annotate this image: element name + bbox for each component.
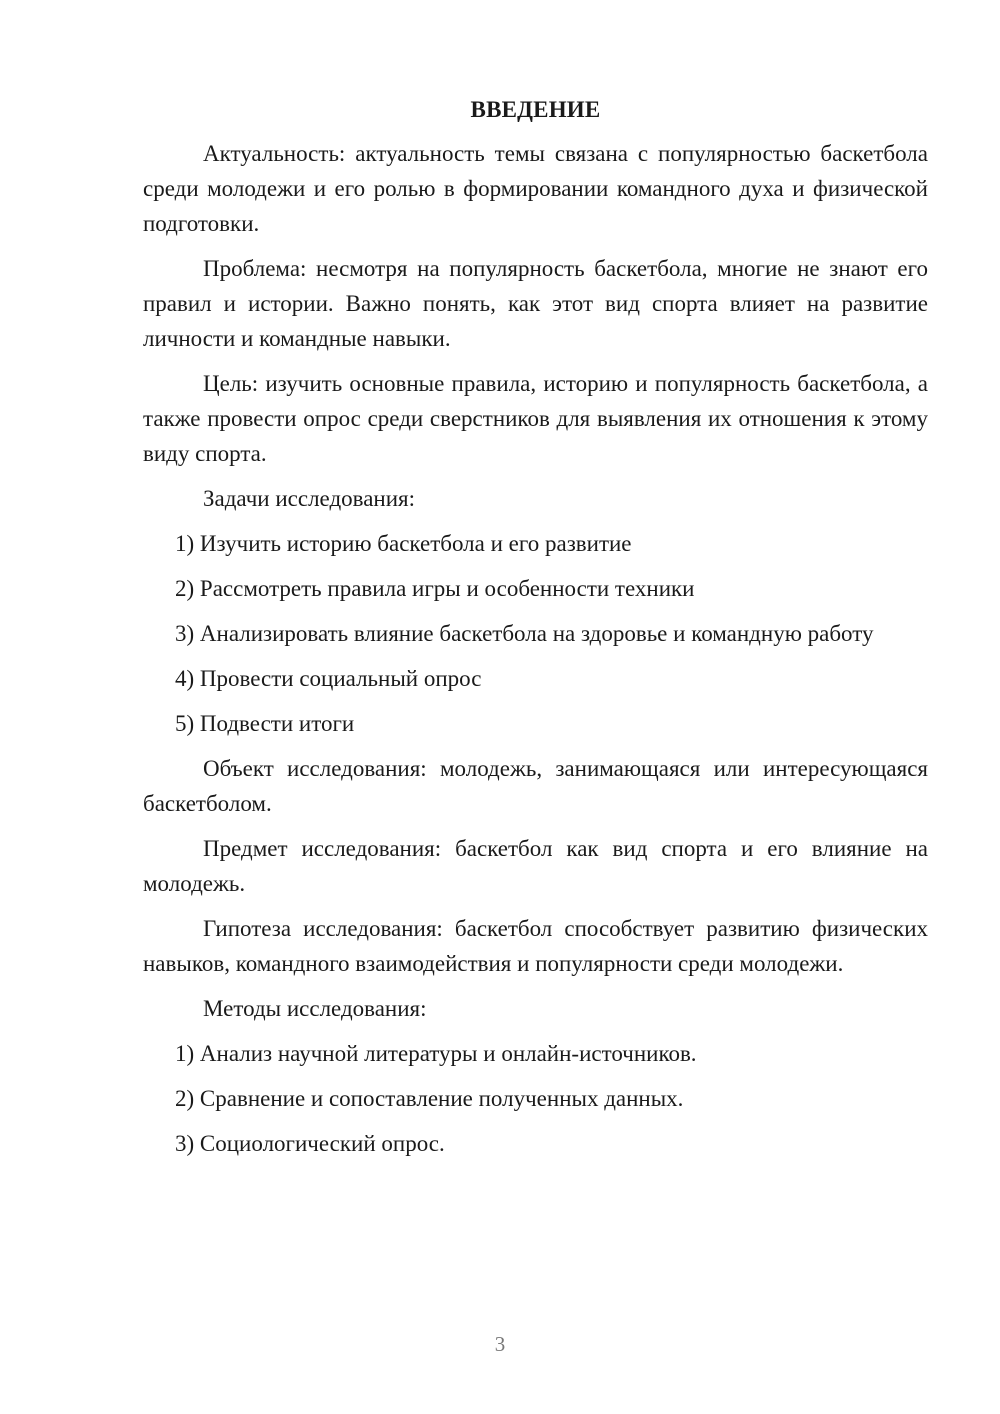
task-item-4: 4) Провести социальный опрос [175,666,482,691]
task-item-5: 5) Подвести итоги [175,711,355,736]
method-item-2: 2) Сравнение и сопоставление полученных данных. [175,1086,684,1111]
relevance-paragraph: Актуальность: актуальность темы связана с популярностью баскетбола среди молодежи и его ролью в формировании командного духа и физической подготовки. [143,141,928,236]
method-item-3: 3) Социологический опрос. [175,1131,445,1156]
object-paragraph: Объект исследования: молодежь, занимающаяся или интересующаяся баскетболом. [143,756,928,816]
task-item-2: 2) Рассмотреть правила игры и особенности техники [175,576,695,601]
methods-heading: Методы исследования: [203,996,427,1021]
task-item-1: 1) Изучить историю баскетбола и его развитие [175,531,632,556]
tasks-heading: Задачи исследования: [203,486,416,511]
problem-paragraph: Проблема: несмотря на популярность баскетбола, многие не знают его правил и истории. Важно понять, как этот вид спорта влияет на развитие личности и командные навыки. [143,256,928,351]
subject-paragraph: Предмет исследования: баскетбол как вид спорта и его влияние на молодежь. [143,836,928,896]
section-title: ВВЕДЕНИЕ [470,97,601,122]
task-item-3: 3) Анализировать влияние баскетбола на здоровье и командную работу [175,621,874,646]
document-page [143,90,928,1171]
page-number: 3 [494,1332,506,1356]
method-item-1: 1) Анализ научной литературы и онлайн-источников. [175,1041,697,1066]
goal-paragraph: Цель: изучить основные правила, историю и популярность баскетбола, а также провести опрос среди сверстников для выявления их отношения к этому виду спорта. [143,371,928,466]
hypothesis-paragraph: Гипотеза исследования: баскетбол способствует развитию физических навыков, командного взаимодействия и популярности среди молодежи. [143,916,928,976]
